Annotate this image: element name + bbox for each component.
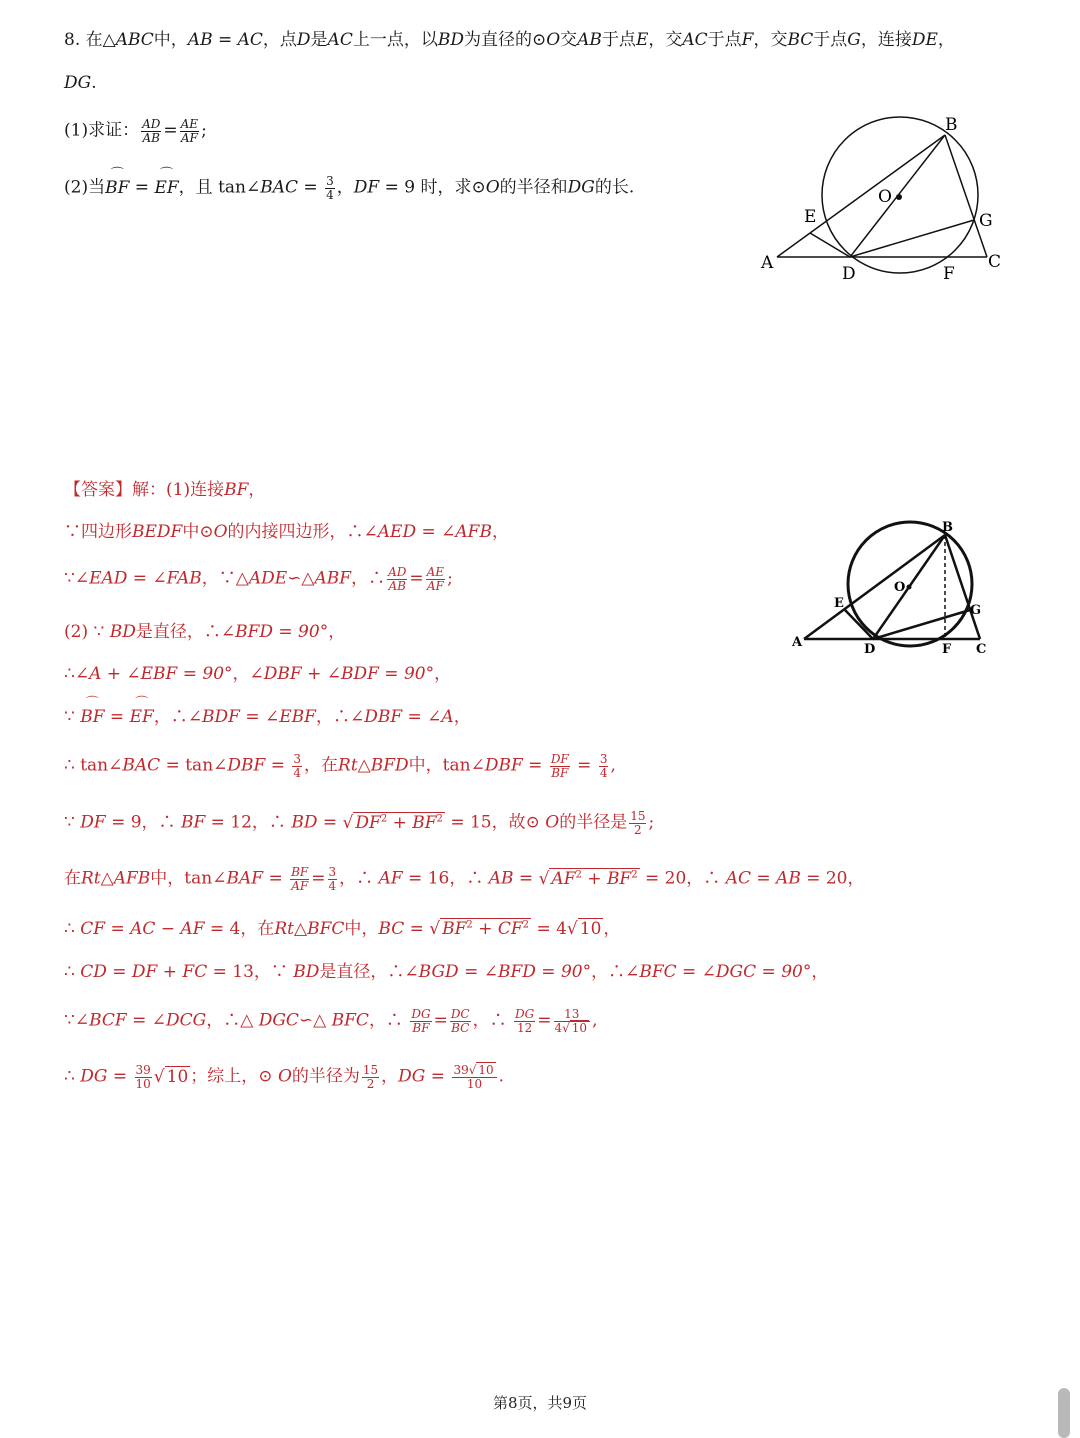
problem-statement-line1: 8. 在△ABC中，AB = AC，点D是AC上一点，以BD为直径的⊙O交AB于点E，交AC于点F，交BC于点G，连接DE， xyxy=(64,30,955,50)
label-c-2: C xyxy=(976,642,987,657)
geometry-figure xyxy=(755,110,1015,290)
label-g: G xyxy=(979,211,993,231)
label-b-2: B xyxy=(942,520,953,535)
answer-line2: ∵四边形BEDF中⊙O的内接四边形，∴∠AED = ∠AFB， xyxy=(64,522,509,542)
label-d: D xyxy=(842,264,856,284)
label-b: B xyxy=(945,115,958,135)
answer-line13: ∴ DG = $\frac{39}{10}$ √ 10 ；综上，⊙ O的半径为 $\frac{15}{2}$ ，DG = $\frac{39√ 10}{10}$ . xyxy=(64,1063,505,1091)
answer-line9: 在Rt△AFB中，tan∠BAF = $\frac{BF}{AF}$ = $\frac{3}{4}$ ，∴ AF = 16，∴ AB = √ $AF^2 + BF^2 = 20$，∴ AC = AB = 20， xyxy=(64,865,865,893)
answer-line6: ∵ ⌒ BF = ⌒ EF，∴∠BDF = ∠EBF，∴∠DBF = ∠A， xyxy=(64,707,471,727)
problem-part2: (2)当⌒ BF = ⌒ EF，且 tan∠BAC = $\frac{3}{4}$ ，DF = 9 时，求⊙O的半径和DG的长. xyxy=(64,175,634,201)
segment-dg xyxy=(850,220,974,257)
label-c: C xyxy=(988,252,1002,272)
segment-ab xyxy=(777,135,945,257)
label-o: O xyxy=(878,187,892,207)
answer-line7: ∴ tan∠BAC = tan∠DBF = $\frac{3}{4}$ ，在Rt△BFD中，tan∠DBF = $\frac{DF}{BF}$ = $\frac{3}{4}$ , xyxy=(64,752,616,780)
label-f-2: F xyxy=(942,642,952,657)
label-e: E xyxy=(804,207,817,227)
segment-de-2 xyxy=(845,610,873,639)
problem-statement-line2: DG. xyxy=(64,73,97,93)
answer-line4: (2) ∵ BD是直径，∴∠BFD = 90°， xyxy=(64,622,346,642)
scrollbar[interactable] xyxy=(1058,1388,1070,1438)
answer-line1: 【答案】解：(1)连接BF， xyxy=(64,480,266,500)
problem-part1: (1)求证： $\frac{AD}{AB}$ = $\frac{AE}{AF}$ ; xyxy=(64,117,207,145)
answer-line8: ∵ DF = 9，∴ BF = 12，∴ BD = √ $DF^2 + BF^2 = 15$，故⊙ O的半径是 $\frac{15}{2}$ ; xyxy=(64,809,655,837)
answer-line11: ∴ CD = DF + FC = 13，∵ BD是直径，∴∠BGD = ∠BFD = 90°，∴∠BFC = ∠DGC = 90°， xyxy=(64,962,829,982)
solution-figure xyxy=(790,515,1010,665)
label-a: A xyxy=(761,253,774,273)
segment-de xyxy=(810,233,850,257)
center-point xyxy=(896,194,902,200)
answer-line5: ∴∠A + ∠EBF = 90°，∠DBF + ∠BDF = 90°， xyxy=(64,664,452,684)
label-d-2: D xyxy=(864,642,876,657)
label-a-2: A xyxy=(792,635,803,650)
label-f: F xyxy=(943,264,955,284)
answer-line10: ∴ CF = AC − AF = 4，在Rt△BFC中，BC = √ $BF^2 + CF^2 = 4√$ 10 ， xyxy=(64,919,621,939)
answer-line12: ∵∠BCF = ∠DCG，∴△ DGC∽△ BFC，∴ $\frac{DG}{BF}$ = $\frac{DC}{BC}$ ，∴ $\frac{DG}{12}$ = $\frac{13}{4√ 10}$ , xyxy=(64,1007,598,1035)
label-g-2: G xyxy=(970,603,982,618)
answer-line3: ∵∠EAD = ∠FAB，∵△ADE∽△ABF，∴ $\frac{AD}{AB}$ = $\frac{AE}{AF}$ ; xyxy=(64,565,453,593)
center-point-2 xyxy=(907,585,912,590)
page-footer: 第8页，共9页 xyxy=(492,1394,588,1412)
label-o-2: O xyxy=(894,580,906,595)
label-e-2: E xyxy=(834,596,844,611)
